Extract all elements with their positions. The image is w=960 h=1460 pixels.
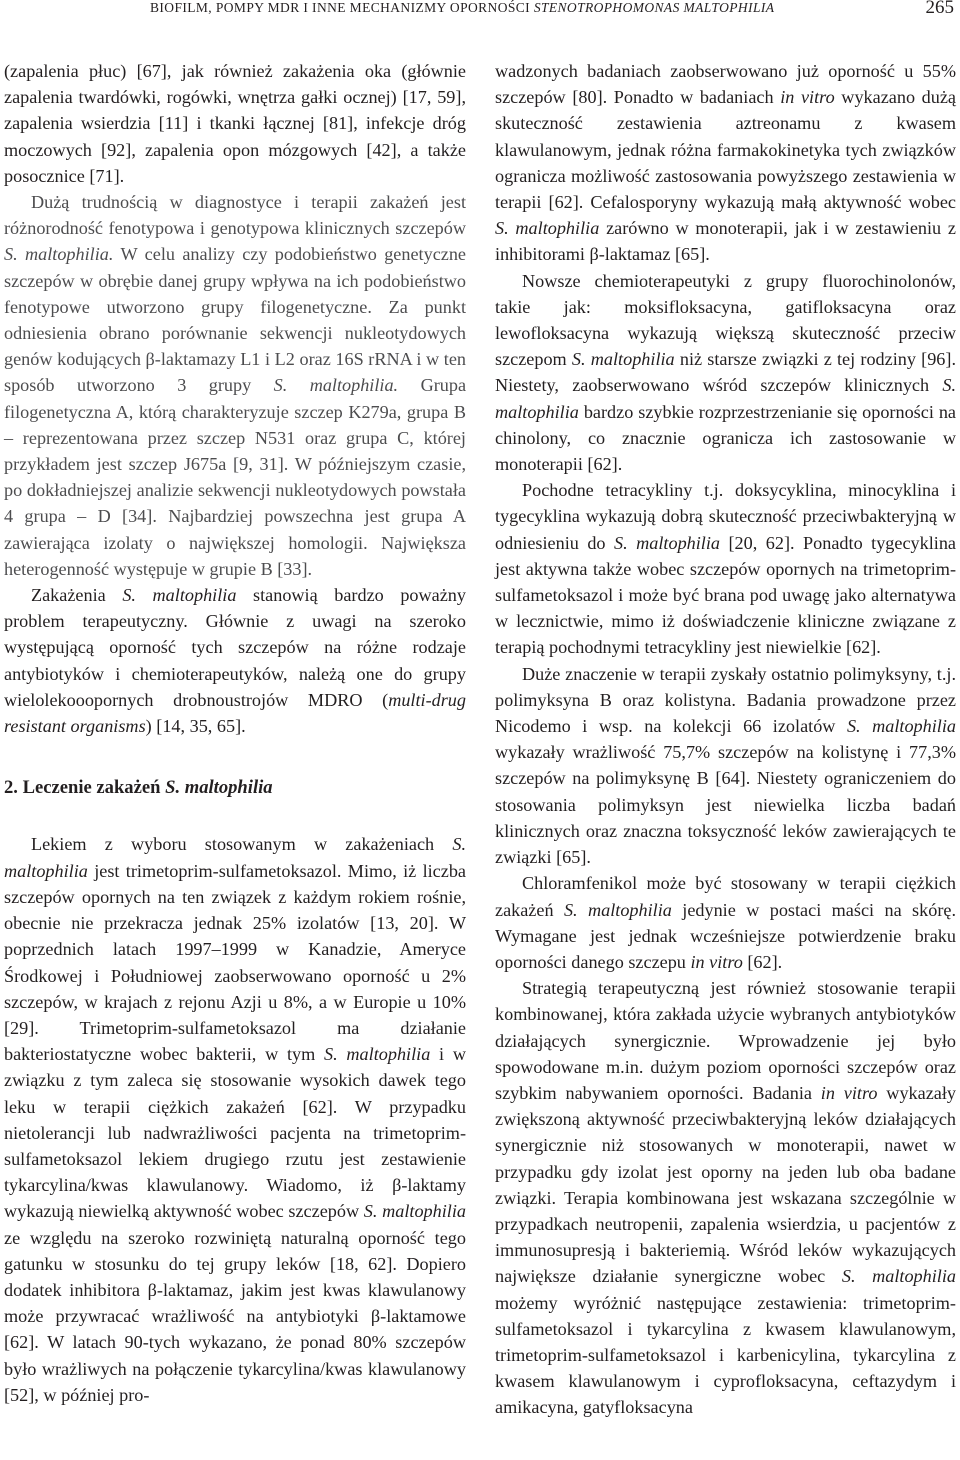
section-heading: 2. Leczenie zakażeń S. maltophilia [4,777,273,799]
paragraph: Zakażenia S. maltophilia stanowią bardzo poważny problem terapeutyczny. Głównie z uwagi na szeroko występującą oporność tych szczepów na różne rodzaje antybiotyków i chemioterapeutyków, należą one do grupy wielolekooopornych drobnoustrojów MDRO (multi-drug resistant organisms) [14, 35, 65]. [4,585,466,737]
paragraph: Strategią terapeutyczną jest również stosowanie terapii kombinowanej, która zakłada użycie wybranych antybiotyków działających synergicznie. Wprowadzenie jej było spowodowane m.in. dużym poziom oporności szczepów oraz szybkim nabywaniem oporności. Badania in vitro wykazały zwiększoną aktywność przeciwbakteryjną leków działających synergicznie niż stosowanych w monoterapii, nawet w przypadku gdy izolat jest oporny na jeden lub oba badane związki. Terapia kombinowana jest wskazana szczególnie w przypadkach neutropenii, zapalenia wsierdzia, u pacjentów z immunosupresją i bakteriemią. Wśród leków wykazujących największe działanie synergiczne wobec S. maltophilia możemy wyróżnić następujące zestawienia: trimetoprim-sulfametoksazol i tykarcylina z kwasem klawulanowym, trimetoprim-sulfametoksazol i karbenicylina, tykarcylina z kwasem klawulanowym i cyprofloksacyna, ceftazydym i amikacyna, gatyfloksacyna [495,978,956,1418]
paragraph: Nowsze chemioterapeutyki z grupy fluorochinolonów, takie jak: moksifloksacyna, gatifloksacyna oraz lewofloksacyna wykazują większą skuteczność przeciw szczepom S. maltophilia niż starsze związki z tej rodziny [96]. Niestety, zaobserwowano wśród szczepów klinicznych S. maltophilia bardzo szybkie rozprzestrzenianie się oporności na chinolony, co znacznie ogranicza ich zastosowanie w monoterapii [62]. [495,270,956,475]
left-column [4,58,466,1408]
header-title-text: BIOFILM, POMPY MDR I INNE MECHANIZMY OPORNOŚCI [150,0,534,15]
paragraph: wadzonych badaniach zaobserwowano już oporność u 55% szczepów [80]. Ponadto w badaniach in vitro wykazano dużą skuteczność zestawienia aztreonamu z kwasem klawulanowym, jednak różna farmakokinetyka tych związków ogranicza możliwość zastosowania powyższego zestawienia w terapii [62]. Cefalosporyny wykazują małą aktywność wobec S. maltophilia zarówno w monoterapii, jak i w zestawieniu z inhibitorami β-laktamaz [65]. [495,61,957,265]
header-title-species: STENOTROPHOMONAS MALTOPHILIA [533,0,775,15]
paragraph: Dużą trudnością w diagnostyce i terapii zakażeń jest różnorodność fenotypowa i genotypowa klinicznych szczepów S. maltophilia. W celu analizy czy podobieństwo genetyczne szczepów w obrębie danej grupy wpływa na ich podobieństwo fenotypowe utworzono grupy filogenetyczne. Za punkt odniesienia obrano porównanie sekwencji nukleotydowych genów kodujących β-laktamazy L1 i L2 oraz 16S rRNA i w ten sposób utworzono 3 grupy S. maltophilia. Grupa filogenetyczna A, którą charakteryzuje szczep K279a, grupa B – reprezentowana przez szczep N531 oraz grupa C, której przykładem jest szczep J675a [9, 31]. W późniejszym czasie, po dokładniejszej analizie sekwencji nukleotydowych powstała 4 grupa – D [34]. Najbardziej powszechna jest grupa A zawierająca izolaty o największej homologii. Największa heterogenność występuje w grupie B [33]. [4,192,467,579]
paragraph: Duże znaczenie w terapii zyskały ostatnio polimyksyny, t.j. polimyksyna B oraz kolistyna. Badania prowadzone przez Nicodemo i wsp. na kolekcji 66 izolatów S. maltophilia wykazały wrażliwość 75,7% szczepów na kolistynę i 77,3% szczepów na polimyksynę B [64]. Niestety ograniczeniem do stosowania polimyksyn jest niewielka liczba badań klinicznych oraz znaczna toksyczność leków zawierających te związki [65]. [495,663,956,868]
paragraph: Chloramfenikol może być stosowany w terapii ciężkich zakażeń S. maltophilia jedynie w postaci maści na skórę. Wymagane jest jednak wcześniejsze potwierdzenie braku oporności danego szczepu in vitro [62]. [495,873,956,972]
page-number: 265 [925,0,954,18]
running-header [0,0,960,30]
right-column [495,58,956,1421]
running-header-title [150,0,774,16]
paragraph: Pochodne tetracykliny t.j. doksycyklina, minocyklina i tygecyklina wykazują dobrą skuteczność przeciwbakteryjną w odniesieniu do S. maltophilia [20, 62]. Ponadto tygecyklina jest aktywna także wobec szczepów opornych na trimetoprim-sulfametoksazol i może być brana pod uwagę jako alternatywa w lecznictwie, mimo iż doświadczenie kliniczne związane z terapią pochodnymi tetracykliny jest niewielkie [62]. [495,480,956,658]
paragraph: (zapalenia płuc) [67], jak również zakażenia oka (głównie zapalenia twardówki, rogówki, wnętrza gałki ocznej) [17, 59], zapalenia wsierdzia [11] i tkanki łącznej [81], infekcje dróg moczowych [92], zapalenia opon mózgowych [42], a także posocznice [71]. [4,61,466,186]
paragraph: Lekiem z wyboru stosowanym w zakażeniach S. maltophilia jest trimetoprim-sulfametoksazol. Mimo, iż liczba szczepów opornych na ten związek z każdym rokiem rośnie, obecnie nie przekracza jednak 25% izolatów [13, 20]. W poprzednich latach 1997–1999 w Kanadzie, Ameryce Środkowej i Południowej zaobserwowano oporność u 2% szczepów, w krajach z rejonu Azji u 8%, a w Europie u 10% [29]. Trimetoprim-sulfametoksazol ma działanie bakteriostatyczne wobec bakterii, w tym S. maltophilia i w związku z tym zaleca się stosowanie wysokich dawek tego leku w terapii ciężkich zakażeń [62]. W przypadku nietolerancji lub nadwrażliwości pacjenta na trimetoprim-sulfametoksazol lekiem drugiego rzutu jest zestawienie tykarcylina/kwas klawulanowy. Wiadomo, iż β-laktamy wykazują niewielką aktywność wobec szczepów S. maltophilia ze względu na szeroko rozwiniętą naturalną oporność tego gatunku w stosunku do tej grupy leków [18, 62]. Dopiero dodatek inhibitora β-laktamaz, jakim jest kwas klawulanowy może przywracać wrażliwość na antybiotyki β-laktamowe [62]. W latach 90-tych wykazano, że ponad 80% szczepów było wrażliwych na połączenie tykarcylina/kwas klawulanowy [52], w później pro- [4,834,466,1405]
